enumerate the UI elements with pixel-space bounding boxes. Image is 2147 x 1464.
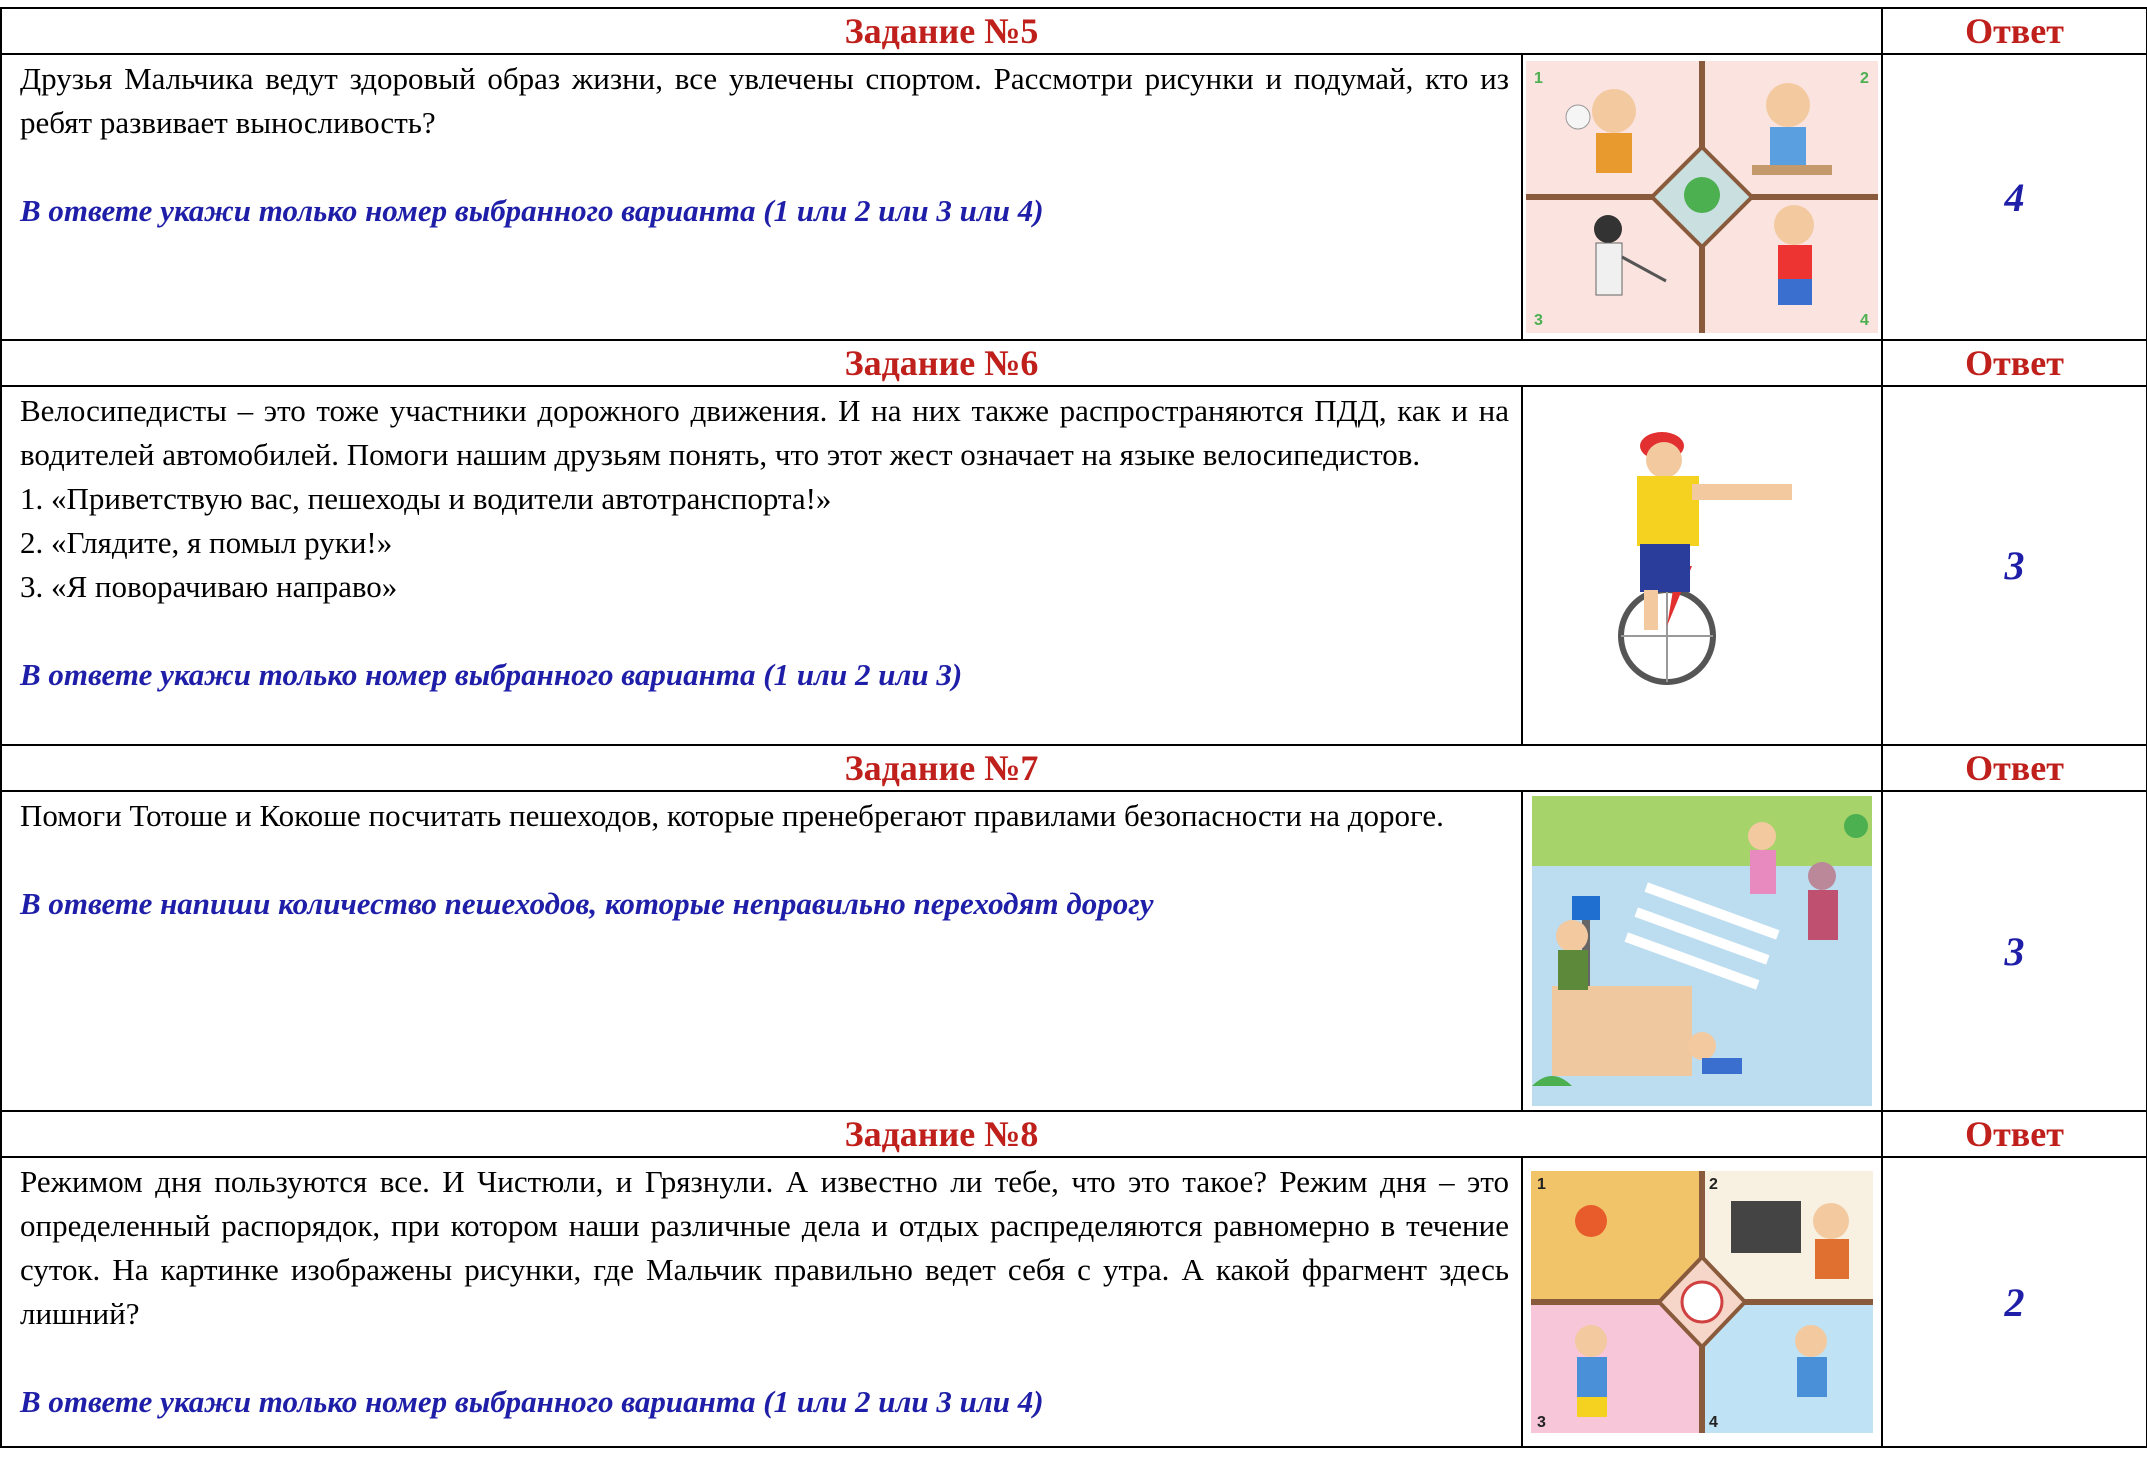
task-title: Задание №6 (1, 340, 1882, 386)
image-number: 1 (1537, 1176, 1546, 1193)
task-option: 3. «Я поворачиваю направо» (20, 569, 398, 604)
task-text (1, 54, 1522, 340)
image-number: 4 (1860, 312, 1869, 329)
answer-header: Ответ (1882, 745, 2147, 791)
task-instruction: В ответе напиши количество пешеходов, которые неправильно переходят дорогу (20, 886, 1154, 921)
sports-kids-illustration (1526, 61, 1878, 333)
task-instruction: В ответе укажи только номер выбранного варианта (1 или 2 или 3 или 4) (20, 1384, 1044, 1419)
task-5-header-row (1, 8, 2147, 54)
daily-routine-illustration (1531, 1171, 1873, 1433)
pedestrians-street-illustration (1532, 796, 1872, 1106)
task-option: 2. «Глядите, я помыл руки!» (20, 525, 393, 560)
image-number: 2 (1709, 1176, 1718, 1193)
answer-header: Ответ (1882, 1111, 2147, 1157)
task-image-cell (1522, 54, 1882, 340)
task-text (1, 791, 1522, 1111)
task-title: Задание №5 (1, 8, 1882, 54)
answer-value: 3 (1882, 791, 2147, 1111)
task-paragraph: Помоги Тотоше и Кокоше посчитать пешеходов, которые пренебрегают правилами безопасности на дороге. (20, 798, 1444, 833)
task-7-body-row (1, 791, 2147, 1111)
task-8-header-row (1, 1111, 2147, 1157)
task-paragraph: Велосипедисты – это тоже участники дорожного движения. И на них также распространяются ПДД, как и на водителей автомобилей. Помоги нашим друзьям понять, что этот жест означает на языке велосипедистов. (20, 393, 1509, 472)
task-text (1, 386, 1522, 745)
task-image-cell (1522, 1157, 1882, 1447)
task-instruction: В ответе укажи только номер выбранного варианта (1 или 2 или 3) (20, 657, 963, 692)
answer-header: Ответ (1882, 8, 2147, 54)
task-title: Задание №8 (1, 1111, 1882, 1157)
task-7-header-row (1, 745, 2147, 791)
image-number: 2 (1860, 70, 1869, 87)
task-8-body-row (1, 1157, 2147, 1447)
task-5-body-row (1, 54, 2147, 340)
task-title: Задание №7 (1, 745, 1882, 791)
task-image-cell (1522, 386, 1882, 745)
task-option: 1. «Приветствую вас, пешеходы и водители автотранспорта!» (20, 481, 832, 516)
answer-value: 4 (1882, 54, 2147, 340)
answer-header: Ответ (1882, 340, 2147, 386)
tasks-table (0, 7, 2147, 1448)
task-instruction: В ответе укажи только номер выбранного варианта (1 или 2 или 3 или 4) (20, 193, 1044, 228)
image-number: 4 (1709, 1414, 1718, 1431)
task-paragraph: Друзья Мальчика ведут здоровый образ жизни, все увлечены спортом. Рассмотри рисунки и подумай, кто из ребят развивает выносливость? (20, 61, 1509, 140)
task-paragraph: Режимом дня пользуются все. И Чистюли, и Грязнули. А известно ли тебе, что это такое? Режим дня – это определенный распорядок, при котором наши различные дела и отдых распределяются равномерно в течение суток. На картинке изображены рисунки, где Мальчик правильно ведет себя с утра. А какой фрагмент здесь лишний? (20, 1164, 1509, 1331)
task-image-cell (1522, 791, 1882, 1111)
task-6-body-row (1, 386, 2147, 745)
cyclist-illustration (1592, 416, 1812, 716)
image-number: 3 (1534, 312, 1543, 329)
task-text (1, 1157, 1522, 1447)
answer-value: 3 (1882, 386, 2147, 745)
task-6-header-row (1, 340, 2147, 386)
answer-value: 2 (1882, 1157, 2147, 1447)
image-number: 1 (1534, 70, 1543, 87)
image-number: 3 (1537, 1414, 1546, 1431)
